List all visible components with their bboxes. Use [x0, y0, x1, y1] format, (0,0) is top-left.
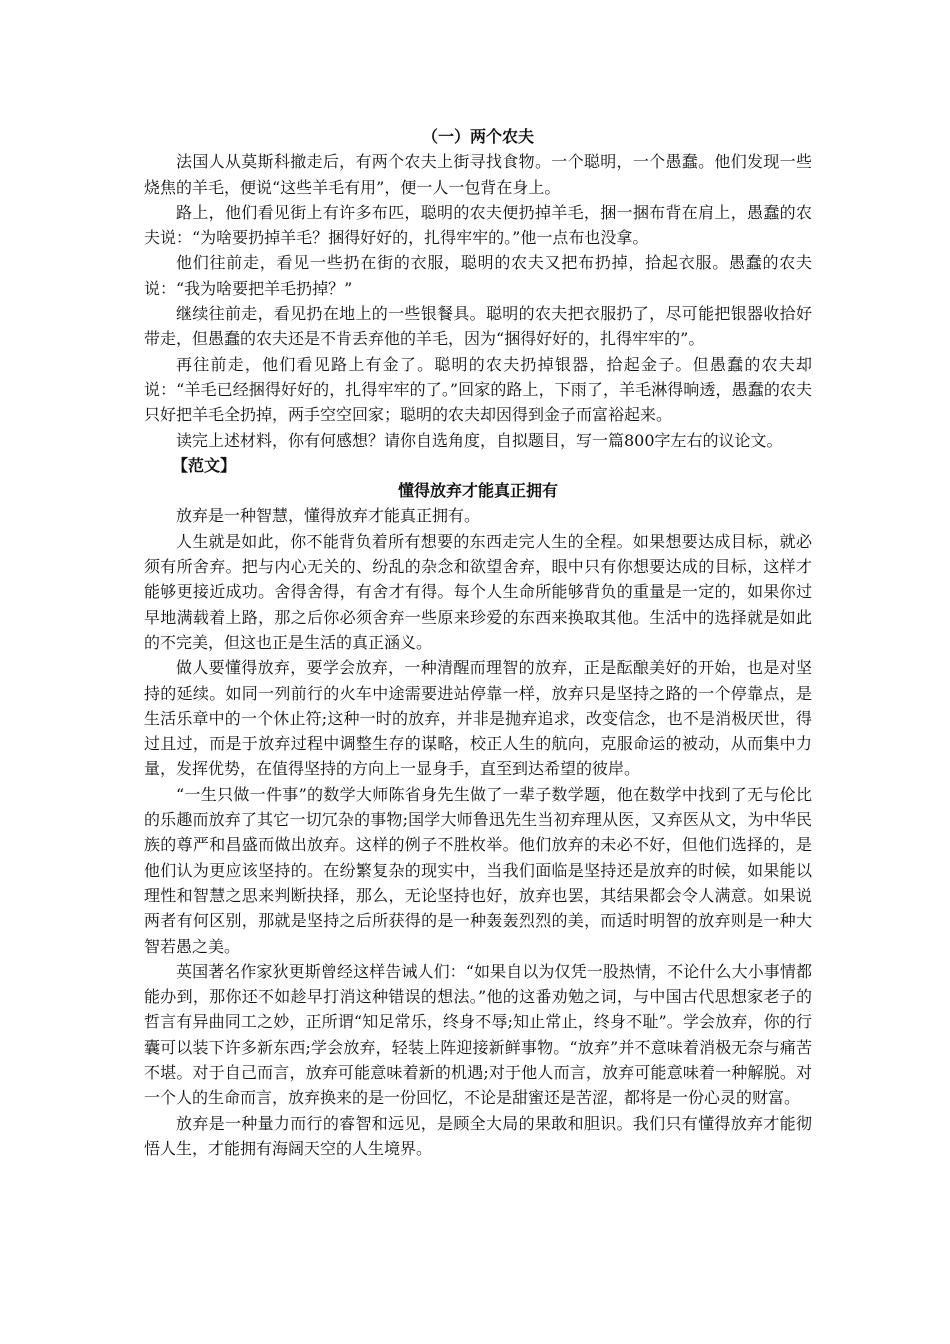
- essay-paragraph-5: 英国著名作家狄更斯曾经这样告诫人们：“如果自以为仅凭一股热情，不论什么大小事情都能办到，那你还不如趁早打消这种错误的想法。”他的这番劝勉之词，与中国古代思想家老子的哲言有异曲同工之妙，正所谓“知足常乐，终身不辱;知止常止，终身不耻”。学会放弃，你的行囊可以装下许多新东西;学会放弃，轻装上阵迎接新鲜事物。“放弃”并不意味着消极无奈与痛苦不堪。对于自己而言，放弃可能意味着新的机遇;对于他人而言，放弃可能意味着一种解脱。对一个人的生命而言，放弃换来的是一份回忆，不论是甜蜜还是苦涩，都将是一份心灵的财富。: [144, 961, 812, 1108]
- sample-essay-label: 【范文】: [172, 455, 237, 475]
- essay-paragraph-3: 做人要懂得放弃，要学会放弃，一种清醒而理智的放弃，正是酝酿美好的开始，也是对坚持的延续。如同一列前行的火车中途需要进站停靠一样，放弃只是坚持之路的一个停靠点，是生活乐章中的一个休止符;这种一时的放弃，并非是抛弃追求，改变信念，也不是消极厌世，得过且过，而是于放弃过程中调整生存的谋略，校正人生的航向，克服命运的被动，从而集中力量，发挥优势，在值得坚持的方向上一显身手，直至到达希望的彼岸。: [144, 658, 812, 779]
- essay-paragraph-6: 放弃是一种量力而行的睿智和远见，是顾全大局的果敢和胆识。我们只有懂得放弃才能彻悟人生，才能拥有海阔天空的人生境界。: [144, 1113, 812, 1158]
- essay-title: 懂得放弃才能真正拥有: [397, 481, 558, 501]
- story-paragraph-2: 路上，他们看见街上有许多布匹，聪明的农夫便扔掉羊毛，捆一捆布背在肩上，愚蠢的农夫说：“为啥要扔掉羊毛？捆得好好的，扎得牢牢的。”他一点布也没拿。: [144, 202, 812, 248]
- story-paragraph-1: 法国人从莫斯科撤走后，有两个农夫上街寻找食物。一个聪明，一个愚蠢。他们发现一些烧焦的羊毛，便说“这些羊毛有用”，便一人一包背在身上。: [144, 152, 812, 197]
- writing-prompt: 读完上述材料，你有何感想？请你自选角度，自拟题目，写一篇800字左右的议论文。: [176, 430, 783, 450]
- essay-paragraph-1: 放弃是一种智慧，懂得放弃才能真正拥有。: [176, 506, 481, 526]
- essay-paragraph-4: “一生只做一件事”的数学大师陈省身先生做了一辈子数学题，他在数学中找到了无与伦比的乐趣而放弃了其它一切冗杂的事物;国学大师鲁迅先生当初弃理从医，又弃医从文，为中华民族的尊严和昌盛而做出放弃。这样的例子不胜枚举。他们放弃的未必不好，但他们选择的，是他们认为更应该坚持的。在纷繁复杂的现实中，当我们面临是坚持还是放弃的时候，如果能以理性和智慧之思来判断抉择，那么，无论坚持也好，放弃也罢，其结果都会令人满意。如果说两者有何区别，那就是坚持之后所获得的是一种轰轰烈烈的美，而适时明智的放弃则是一种大智若愚之美。: [144, 784, 812, 956]
- story-paragraph-5: 再往前走，他们看见路上有金了。聪明的农夫扔掉银器，拾起金子。但愚蠢的农夫却说：“羊毛已经捆得好好的，扎得牢牢的了。”回家的路上，下雨了，羊毛淋得晌透，愚蠢的农夫只好把羊毛全扔掉，两手空空回家；聪明的农夫却因得到金子而富裕起来。: [144, 354, 812, 425]
- story-title: （一）两个农夫: [421, 127, 534, 146]
- story-paragraph-4: 继续往前走，看见扔在地上的一些银餐具。聪明的农夫把衣服扔了，尽可能把银器收拾好带走，但愚蠢的农夫还是不肯丢弃他的羊毛，因为“捆得好好的，扎得牢牢的”。: [144, 304, 812, 349]
- document-page: [144, 124, 812, 1161]
- essay-paragraph-2: 人生就是如此，你不能背负着所有想要的东西走完人生的全程。如果想要达成目标，就必须有所舍弃。把与内心无关的、纷乱的杂念和欲望舍弃，眼中只有你想要达成的目标，这样才能够更接近成功。舍得舍得，有舍才有得。每个人生命所能够背负的重量是一定的，如果你过早地满载着上路，那之后你必须舍弃一些原来珍爱的东西来换取其他。生活中的选择就是如此的不完美，但这也正是生活的真正涵义。: [144, 531, 812, 652]
- story-paragraph-3: 他们往前走，看见一些扔在街的衣服，聪明的农夫又把布扔掉，拾起衣服。愚蠢的农夫说：“我为啥要把羊毛扔掉？”: [144, 253, 812, 298]
